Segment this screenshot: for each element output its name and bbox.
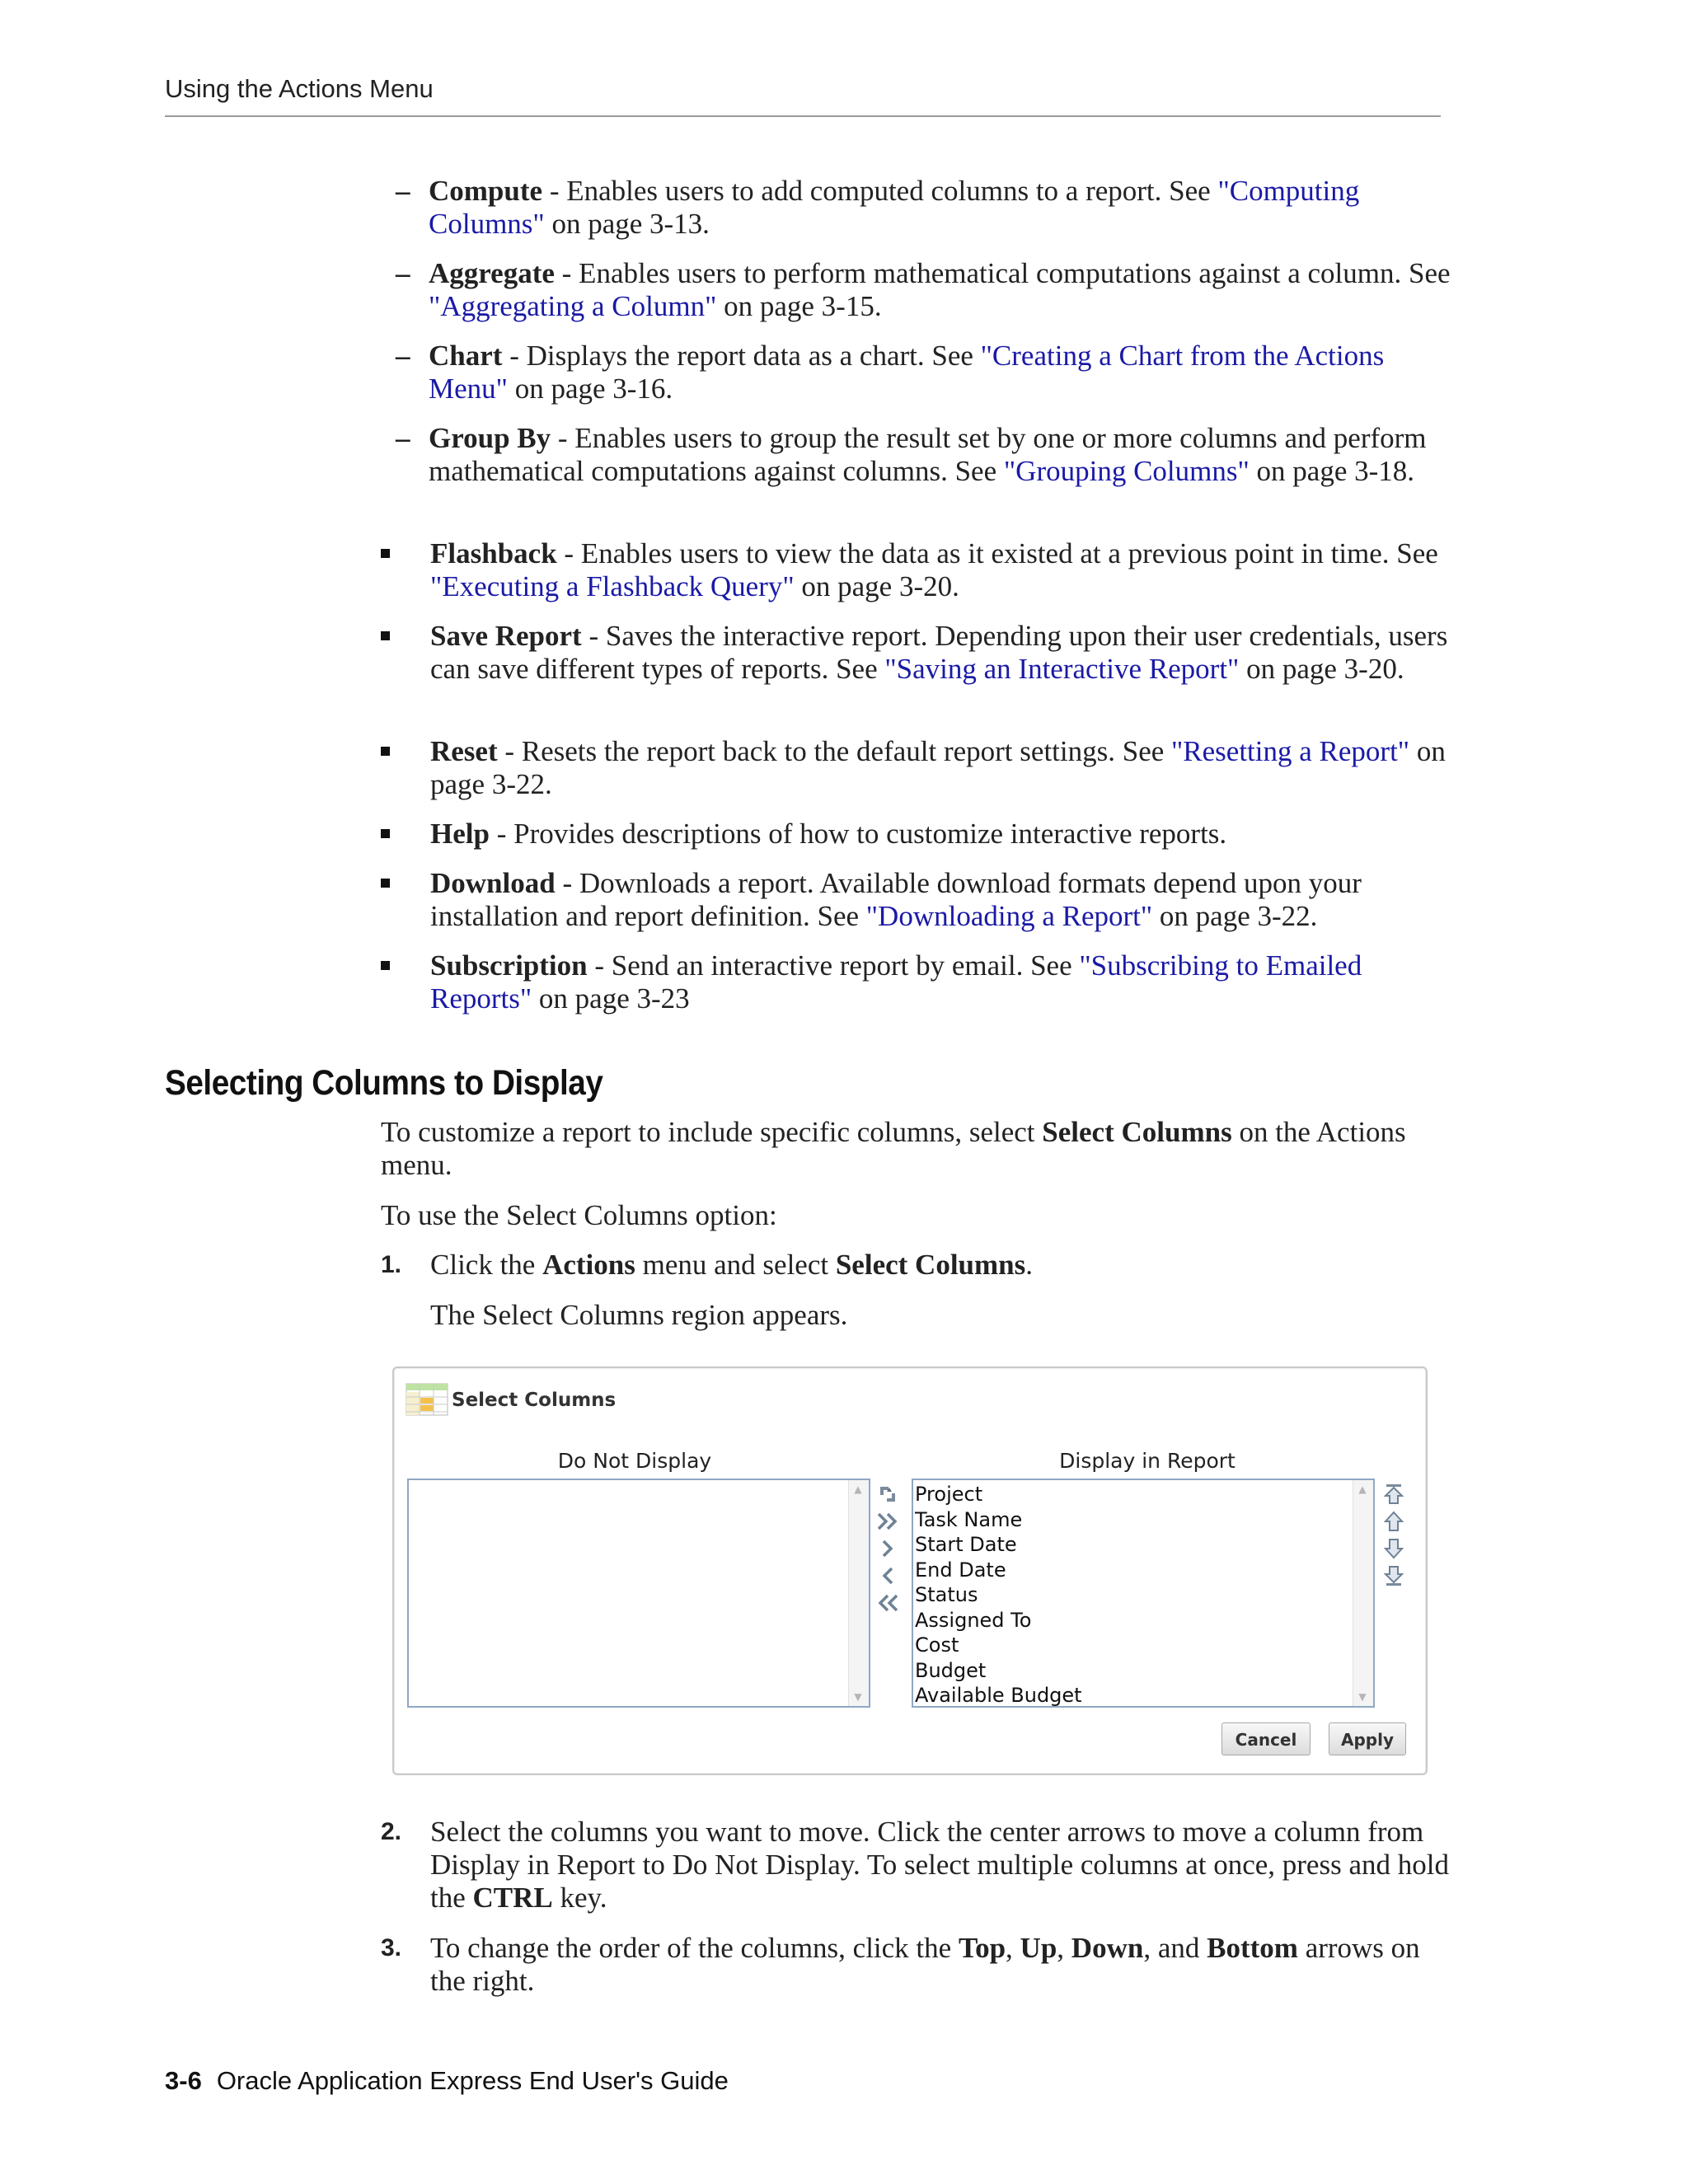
bottom-arrow-icon[interactable] — [1381, 1563, 1406, 1588]
intro-paragraph: To customize a report to include specific columns, select Select Columns on the Actions menu. — [381, 1116, 1406, 1181]
region-title: Select Columns — [452, 1390, 617, 1411]
list-item[interactable]: Assigned To — [915, 1608, 1032, 1632]
use-paragraph: To use the Select Columns option: — [381, 1199, 777, 1231]
move-controls — [875, 1482, 903, 1618]
step-3: 3. To change the order of the columns, click the Top, Up, Down, and Bottom arrows on the right. — [381, 1932, 1420, 1997]
xref-link[interactable]: "Aggregating a Column" — [429, 290, 717, 322]
running-header: Using the Actions Menu — [165, 74, 434, 103]
bullet-item-save-report: Save Report - Saves the interactive report. Depending upon their user credentials, users can save different types of reports. See "Saving an Interactive Report" on page 3-20. — [430, 620, 1452, 686]
move-all-left-icon[interactable] — [875, 1591, 900, 1615]
move-right-icon[interactable] — [875, 1536, 900, 1561]
list-item[interactable]: End Date — [915, 1558, 1006, 1582]
step-2: 2. Select the columns you want to move. Click the center arrows to move a column from Display in Report to Do Not Display. To select multiple columns at once, press and hold the CTRL key. — [381, 1816, 1449, 1914]
xref-link[interactable]: "Computing Columns" — [429, 175, 1360, 240]
list-item[interactable]: Status — [915, 1583, 978, 1606]
up-arrow-icon[interactable] — [1381, 1509, 1406, 1534]
book-title: Oracle Application Express End User's Guide — [216, 2066, 729, 2095]
move-left-icon[interactable] — [875, 1563, 900, 1588]
order-controls — [1381, 1482, 1409, 1591]
dash-item-aggregate: – Aggregate - Enables users to perform mathematical computations against a column. See "Aggregating a Column" on page 3-15. — [396, 257, 1451, 322]
xref-link[interactable]: "Saving an Interactive Report" — [884, 653, 1240, 685]
bullet-item-reset: Reset - Resets the report back to the default report settings. See "Resetting a Report" on page 3-22. — [430, 735, 1452, 801]
table-icon — [406, 1383, 448, 1416]
dash-item-group-by: – Group By - Enables users to group the result set by one or more columns and perform mathematical computations against columns. See "Grouping Columns" on page 3-18. — [396, 422, 1427, 487]
xref-link[interactable]: "Grouping Columns" — [1003, 455, 1250, 487]
bullet-item-flashback: Flashback - Enables users to view the data as it existed at a previous point in time. See "Executing a Flashback Query" on page 3-20. — [430, 537, 1452, 603]
do-not-display-label: Do Not Display — [557, 1449, 712, 1473]
do-not-display-list[interactable] — [407, 1479, 870, 1708]
down-arrow-icon[interactable] — [1381, 1536, 1406, 1561]
xref-link[interactable]: "Executing a Flashback Query" — [430, 570, 795, 602]
reset-icon[interactable] — [875, 1482, 900, 1507]
list-item[interactable]: Start Date — [915, 1533, 1017, 1556]
xref-link[interactable]: "Downloading a Report" — [865, 900, 1153, 932]
scrollbar[interactable] — [1353, 1480, 1373, 1706]
cancel-button[interactable]: Cancel — [1221, 1722, 1311, 1755]
list-item[interactable]: Project — [915, 1483, 983, 1506]
scroll-up-icon[interactable]: ▲ — [854, 1483, 862, 1495]
list-item[interactable]: Cost — [915, 1633, 959, 1657]
dash-item-compute: – Compute - Enables users to add computed columns to a report. See "Computing Columns" on page 3-13. — [396, 175, 1360, 240]
apply-button[interactable]: Apply — [1329, 1722, 1406, 1755]
bullet-item-subscription: Subscription - Send an interactive report by email. See "Subscribing to Emailed Reports" on page 3-23 — [430, 949, 1452, 1015]
bullet-item-help: Help - Provides descriptions of how to customize interactive reports. — [430, 818, 1452, 851]
scroll-down-icon[interactable]: ▼ — [1358, 1691, 1367, 1703]
top-arrow-icon[interactable] — [1381, 1482, 1406, 1507]
list-item[interactable]: Task Name — [915, 1507, 1023, 1531]
header-rule — [165, 115, 1441, 117]
xref-link[interactable]: "Creating a Chart from the Actions Menu" — [429, 340, 1385, 405]
select-columns-region — [392, 1366, 1428, 1775]
scroll-up-icon[interactable]: ▲ — [1358, 1483, 1367, 1495]
bullet-item-download: Download - Downloads a report. Available download formats depend upon your installation and report definition. See "Downloading a Report" on page 3-22. — [430, 867, 1452, 933]
scroll-down-icon[interactable]: ▼ — [854, 1691, 862, 1703]
dash-item-chart: – Chart - Displays the report data as a chart. See "Creating a Chart from the Actions Menu" on page 3-16. — [396, 340, 1385, 405]
move-all-right-icon[interactable] — [875, 1509, 900, 1534]
scrollbar[interactable] — [848, 1480, 869, 1706]
step-1-result: The Select Columns region appears. — [430, 1299, 848, 1331]
page-number: 3-6 — [165, 2066, 202, 2095]
list-item[interactable]: Budget — [915, 1658, 987, 1682]
step-1: 1. Click the Actions menu and select Select Columns. — [381, 1249, 1033, 1281]
display-in-report-label: Display in Report — [1059, 1449, 1236, 1473]
xref-link[interactable]: "Subscribing to Emailed Reports" — [430, 949, 1362, 1015]
display-in-report-list[interactable] — [912, 1479, 1375, 1708]
page-footer — [165, 2066, 729, 2096]
section-title: Selecting Columns to Display — [165, 1063, 603, 1103]
list-item[interactable]: Available Budget — [915, 1684, 1082, 1707]
xref-link[interactable]: "Resetting a Report" — [1171, 735, 1410, 767]
